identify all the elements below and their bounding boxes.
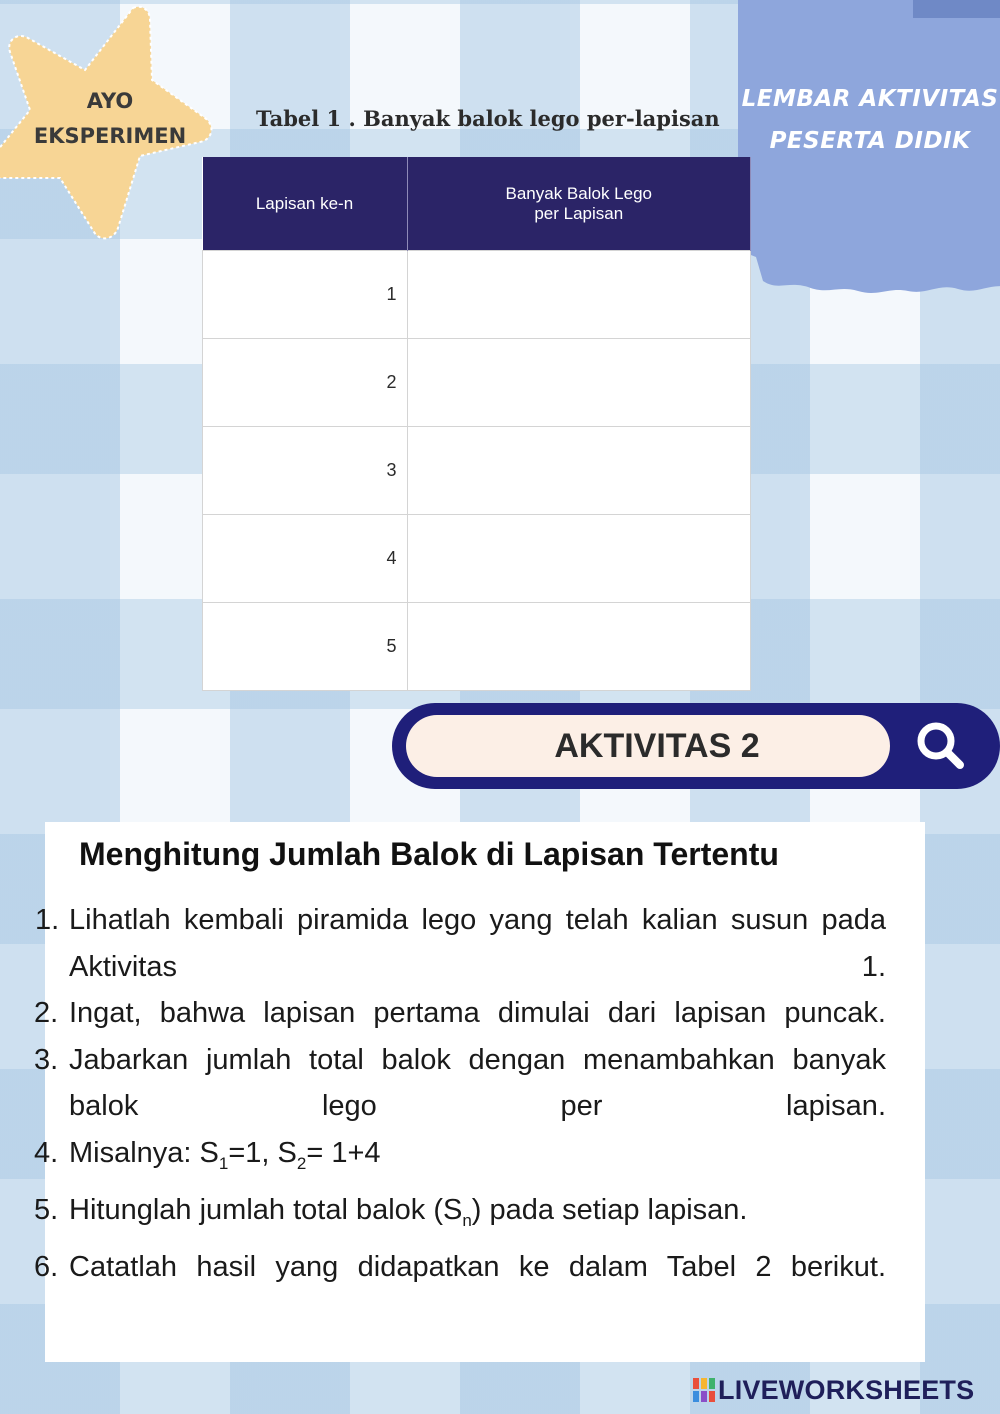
item-text-post: ) pada setiap lapisan. (471, 1193, 748, 1226)
item-number: 6. (34, 1251, 59, 1284)
count-cell[interactable] (407, 603, 751, 691)
header-title (740, 78, 1000, 162)
logo-mark-icon (693, 1378, 715, 1402)
count-cell[interactable] (407, 427, 751, 515)
item-text-pre: Hitunglah jumlah total balok (S (69, 1193, 463, 1226)
subscript: 2 (296, 1153, 307, 1173)
list-item (35, 1130, 886, 1187)
header-line-1: LEMBAR AKTIVITAS (741, 86, 999, 112)
table-caption: Tabel 1 . Banyak balok lego per-lapisan (256, 106, 720, 131)
lego-table (202, 157, 751, 691)
column-header-layer: Lapisan ke-n (203, 157, 408, 251)
column-header-count-line-1: Banyak Balok Lego (505, 183, 652, 203)
item-text: Jabarkan jumlah total balok dengan menambahkan banyak balok lego per lapisan. (69, 1043, 886, 1122)
layer-number: 4 (203, 515, 408, 603)
table-row (203, 515, 751, 603)
instruction-list (35, 897, 886, 1291)
header-line-2: PESERTA DIDIK (769, 128, 971, 154)
item-text: Lihatlah kembali piramida lego yang telah kalian susun pada Aktivitas 1. (69, 904, 886, 983)
item-number: 4. (34, 1136, 59, 1169)
layer-number: 3 (203, 427, 408, 515)
table-row (203, 427, 751, 515)
subscript: n (462, 1210, 472, 1230)
layer-number: 2 (203, 339, 408, 427)
item-number: 5. (34, 1193, 59, 1226)
item-text: Catatlah hasil yang didapatkan ke dalam Tabel 2 berikut. (69, 1251, 886, 1284)
item-text: Ingat, bahwa lapisan pertama dimulai dari lapisan puncak. (69, 997, 886, 1029)
badge-line-2: EKSPERIMEN (33, 124, 187, 148)
item-number: 1. (35, 904, 60, 936)
search-icon (916, 721, 966, 771)
layer-number: 1 (203, 251, 408, 339)
count-cell[interactable] (407, 339, 751, 427)
list-item (35, 990, 886, 1037)
list-item (35, 1187, 886, 1244)
table-row (203, 603, 751, 691)
layer-number: 5 (203, 603, 408, 691)
column-header-count (407, 157, 751, 251)
table-row (203, 251, 751, 339)
item-number: 3. (34, 1043, 59, 1076)
list-item (35, 897, 886, 990)
item-text-post: = 1+4 (306, 1136, 381, 1169)
item-text-mid: =1, S (228, 1136, 297, 1169)
list-item (35, 1244, 886, 1291)
badge-line-1: AYO (86, 89, 134, 113)
count-cell[interactable] (407, 251, 751, 339)
list-item (35, 1037, 886, 1130)
item-text-pre: Misalnya: S (69, 1136, 219, 1169)
subscript: 1 (218, 1153, 229, 1173)
badge-text (20, 84, 200, 154)
liveworksheets-logo[interactable] (693, 1375, 974, 1405)
item-number: 2. (34, 997, 59, 1029)
count-cell[interactable] (407, 515, 751, 603)
activity-label: AKTIVITAS 2 (554, 727, 760, 765)
activity-banner (392, 703, 1000, 789)
logo-text: LIVEWORKSHEETS (718, 1374, 975, 1405)
table-row (203, 339, 751, 427)
column-header-count-line-2: per Lapisan (534, 203, 624, 223)
section-title: Menghitung Jumlah Balok di Lapisan Tertentu (79, 836, 779, 872)
